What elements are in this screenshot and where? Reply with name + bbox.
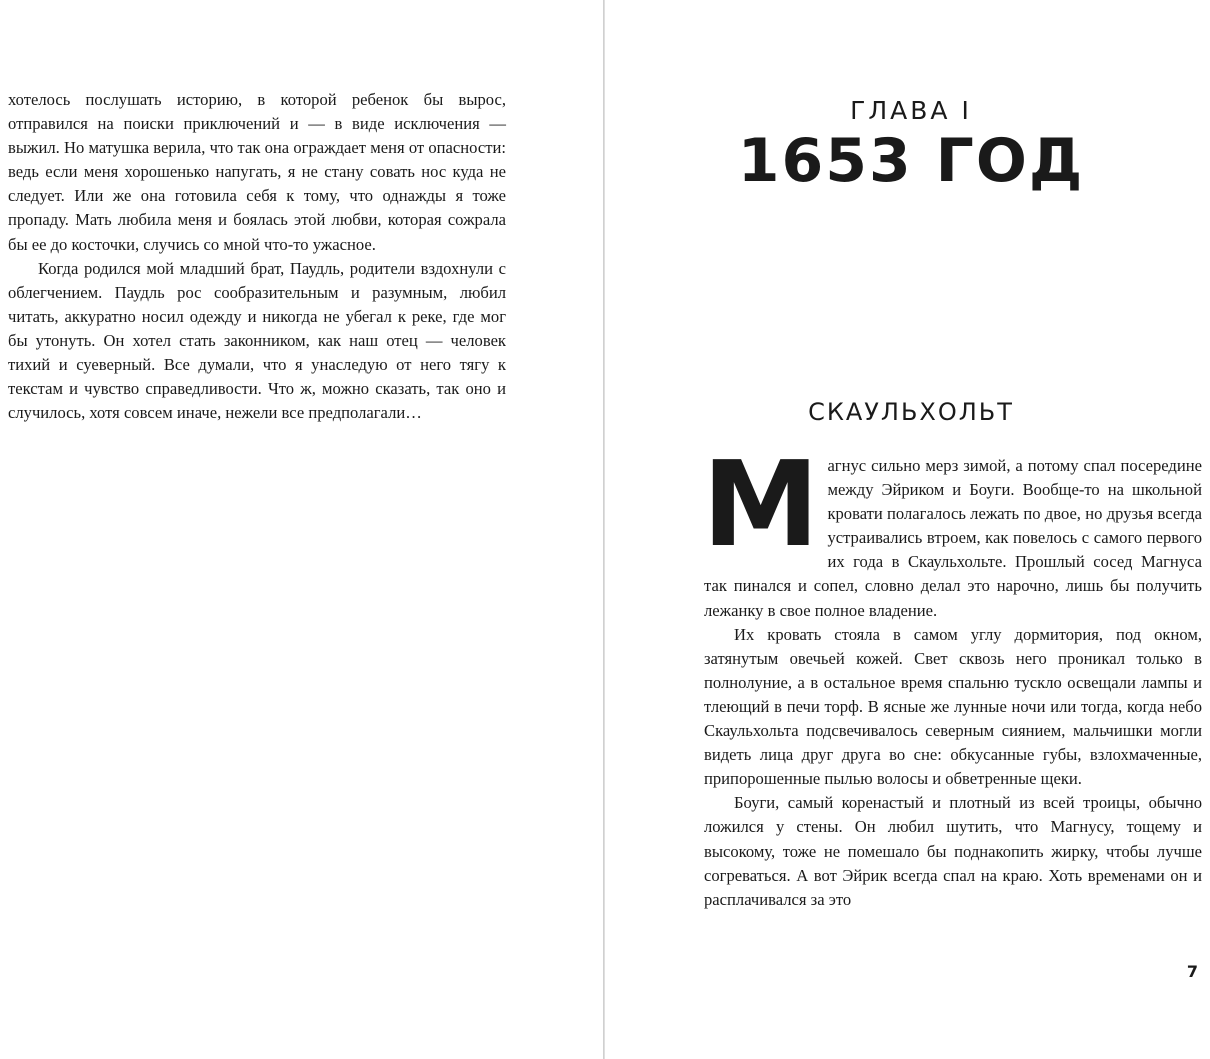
page-number: 7: [1186, 962, 1198, 981]
left-page: [8, 88, 506, 425]
right-paragraph-1-text: агнус сильно мерз зимой, а потому спал посередине между Эйриком и Боуги. Вообще-то на школьной кровати полагалось лежать по двое, но друзья всегда устраивались втроем, как повелось с самого первого их года в Скаульхольте. Прошлый сосед Магнуса так пинался и сопел, словно делал это нарочно, лишь бы получить лежанку в свое полное владение.: [704, 456, 1202, 620]
book-gutter: [603, 0, 605, 1059]
chapter-label: ГЛАВА I: [850, 96, 972, 125]
right-body-text: [702, 435, 1202, 912]
right-page: [612, 0, 1210, 1059]
left-paragraph-1: хотелось послушать историю, в которой ребенок бы вырос, отправился на поиски приключений и — в виде исключения — выжил. Но матушка верила, что так она ограждает меня от опасности: ведь если меня хорошенько напугать, я не стану совать нос куда не следует. Или же она готовила себя к тому, что однажды я тоже пропаду. Мать любила меня и боялась этой любви, которая сожрала бы ее до косточки, случись со мной что-то ужасное.: [8, 90, 506, 254]
left-paragraph-2: Когда родился мой младший брат, Паудль, родители вздохнули с облегчением. Паудль рос сообразительным и разумным, любил читать, аккуратно носил одежду и никогда не убегал к реке, где мог бы утонуть. Он хотел стать законником, как наш отец — человек тихий и суеверный. Все думали, что я унаследую от него тягу к текстам и чувство справедливости. Что ж, можно сказать, так оно и случилось, хотя совсем иначе, нежели все предполагали…: [8, 258, 506, 423]
chapter-title: 1653 ГОД: [737, 126, 1085, 196]
right-paragraph-1: [702, 435, 1202, 623]
section-title: СКАУЛЬХОЛЬТ: [808, 398, 1014, 426]
drop-cap: М: [702, 435, 820, 573]
right-paragraph-3: Боуги, самый коренастый и плотный из всей троицы, обычно ложился у стены. Он любил шутить, что Магнусу, тощему и высокому, тоже не помешало бы поднакопить жирку, чтобы лучше согреваться. А вот Эйрик всегда спал на краю. Хоть временами он и расплачивался за это: [704, 793, 1202, 909]
right-paragraph-2: Их кровать стояла в самом углу дормитория, под окном, затянутым овечьей кожей. Свет сквозь него проникал только в полнолуние, а в остальное время спальню тускло освещали лампы и тлеющий в печи торф. В ясные же лунные ночи или тогда, когда небо Скаульхольта подсвечивалось северным сиянием, мальчишки могли видеть лица друг друга во сне: обкусанные губы, взлохмаченные, припорошенные пылью волосы и обветренные щеки.: [704, 624, 1202, 789]
